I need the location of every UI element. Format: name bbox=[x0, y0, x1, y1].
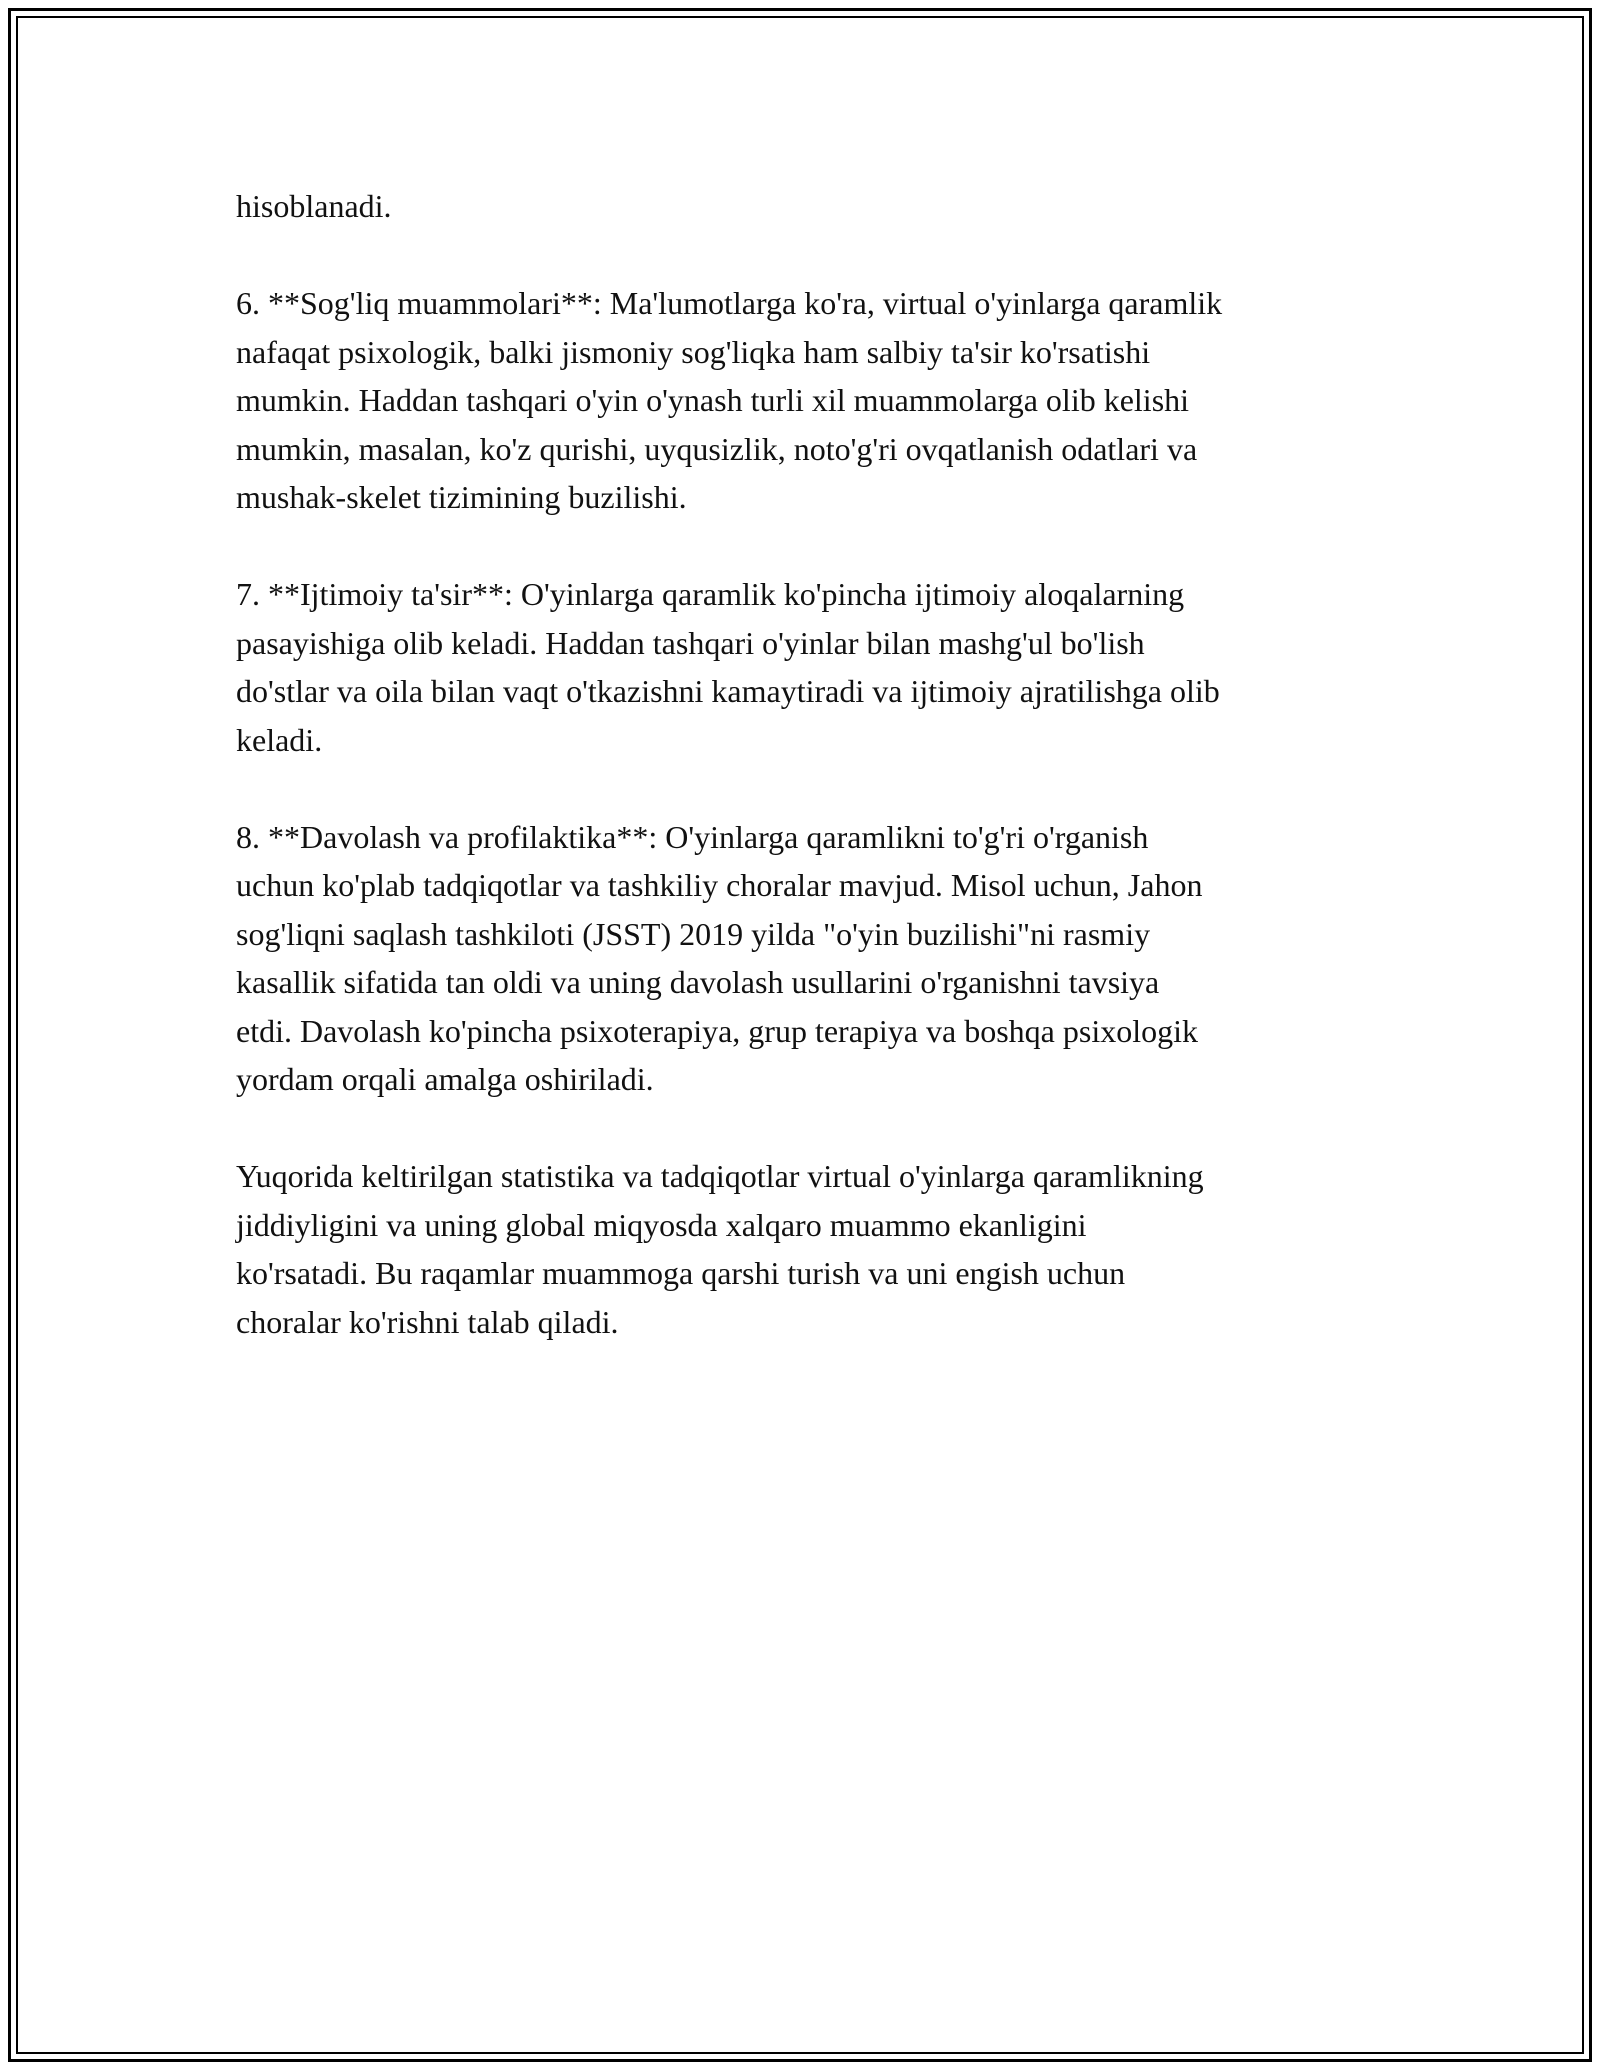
text-line: mumkin, masalan, ko'z qurishi, uyqusizlik, noto'g'ri ovqatlanish odatlari va bbox=[236, 430, 1198, 467]
paragraph-continuation bbox=[236, 182, 1376, 231]
text-line: keladi. bbox=[236, 721, 323, 758]
text-line: choralar ko'rishni talab qiladi. bbox=[236, 1303, 619, 1340]
text-line: do'stlar va oila bilan vaqt o'tkazishni kamaytiradi va ijtimoiy ajratilishga olib bbox=[236, 673, 1220, 709]
text-line: yordam orqali amalga oshiriladi. bbox=[236, 1061, 654, 1097]
text-line: uchun ko'plab tadqiqotlar va tashkiliy choralar mavjud. Misol uchun, Jahon bbox=[236, 867, 1203, 903]
paragraph-health-problems bbox=[236, 279, 1376, 522]
text-line: mushak-skelet tizimining buzilishi. bbox=[236, 479, 687, 515]
paragraph-social-impact bbox=[236, 570, 1376, 764]
text-line: hisoblanadi. bbox=[236, 188, 392, 224]
text-line: etdi. Davolash ko'pincha psixoterapiya, grup terapiya va boshqa psixologik bbox=[236, 1012, 1198, 1049]
text-line: ko'rsatadi. Bu raqamlar muammoga qarshi turish va uni engish uchun bbox=[236, 1255, 1126, 1291]
document-body bbox=[236, 182, 1376, 1395]
text-line: nafaqat psixologik, balki jismoniy sog'liqka ham salbiy ta'sir ko'rsatishi bbox=[236, 333, 1151, 370]
paragraph-conclusion bbox=[236, 1152, 1376, 1346]
text-line: sog'liqni saqlash tashkiloti (JSST) 2019 yilda "o'yin buzilishi"ni rasmiy bbox=[236, 915, 1151, 952]
paragraph-treatment-prevention bbox=[236, 813, 1376, 1104]
text-line: jiddiyligini va uning global miqyosda xalqaro muammo ekanligini bbox=[236, 1206, 1087, 1243]
text-line: kasallik sifatida tan oldi va uning davolash usullarini o'rganishni tavsiya bbox=[236, 964, 1160, 1000]
text-line: Yuqorida keltirilgan statistika va tadqiqotlar virtual o'yinlarga qaramlikning bbox=[236, 1158, 1204, 1194]
text-line: 6. **Sog'liq muammolari**: Ma'lumotlarga ko'ra, virtual o'yinlarga qaramlik bbox=[236, 285, 1223, 321]
text-line: 7. **Ijtimoiy ta'sir**: O'yinlarga qaramlik ko'pincha ijtimoiy aloqalarning bbox=[236, 576, 1185, 612]
text-line: 8. **Davolash va profilaktika**: O'yinlarga qaramlikni to'g'ri o'rganish bbox=[236, 818, 1149, 855]
text-line: mumkin. Haddan tashqari o'yin o'ynash turli xil muammolarga olib kelishi bbox=[236, 382, 1190, 418]
text-line: pasayishiga olib keladi. Haddan tashqari o'yinlar bilan mashg'ul bo'lish bbox=[236, 624, 1145, 661]
